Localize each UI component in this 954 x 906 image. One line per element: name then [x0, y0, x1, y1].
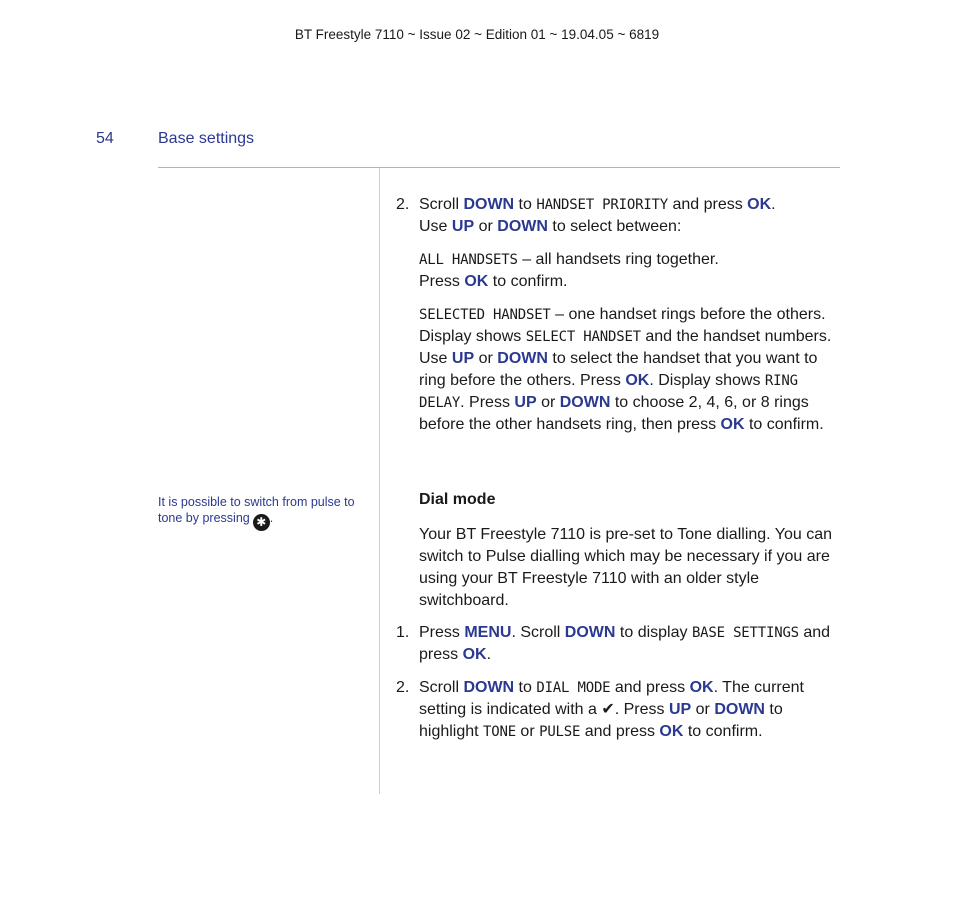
sidebar-note: It is possible to switch from pulse to tone by pressing ✱ . — [158, 495, 355, 529]
step-line: Scroll DOWN to HANDSET PRIORITY and press OK. — [419, 196, 776, 213]
step-line: Use UP or DOWN to select between: — [419, 218, 682, 235]
star-key-icon: ✱ — [253, 514, 270, 531]
page-number: 54 — [96, 130, 114, 147]
document-header: BT Freestyle 7110 ~ Issue 02 ~ Edition 01 ~ 19.04.05 ~ 6819 — [294, 27, 660, 42]
section-title: Base settings — [158, 130, 255, 147]
column-divider — [379, 168, 380, 794]
step-number: 2. — [396, 679, 410, 696]
header-rule — [158, 167, 840, 168]
step-number: 1. — [396, 624, 410, 641]
dial-mode-heading: Dial mode — [419, 491, 496, 508]
step-number: 2. — [396, 196, 410, 213]
